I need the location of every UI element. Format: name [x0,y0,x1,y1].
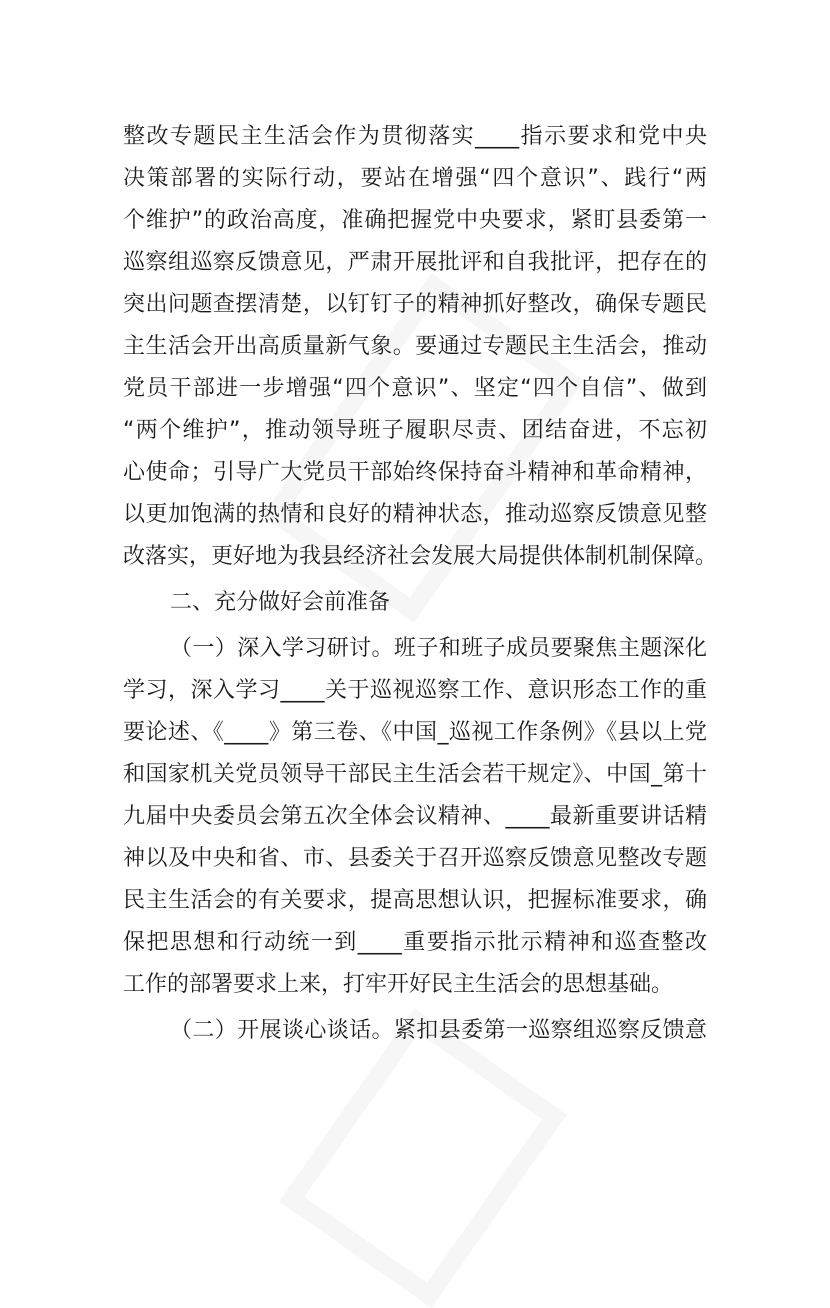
text-line: 九届中央委员会第五次全体会议精神、____最新重要讲话精 [123,804,707,829]
text-line: 以更加饱满的热情和良好的精神状态，推动巡察反馈意见整 [123,502,707,527]
text-line: 心使命；引导广大党员干部始终保持奋斗精神和革命精神， [123,460,707,485]
paragraph-study [123,628,707,1006]
text-line: 突出问题查摆清楚，以钉钉子的精神抓好整改，确保专题民 [123,292,707,317]
text-line: “两个维护”，推动领导班子履职尽责、团结奋进，不忘初 [123,418,707,443]
text-line: 保把思想和行动统一到____重要指示批示精神和巡查整改 [123,930,707,955]
text-line: 要论述、《____》第三卷、《中国_巡视工作条例》《县以上党 [123,720,707,745]
paragraph-intro [123,116,718,578]
text-line: 巡察组巡察反馈意见，严肃开展批评和自我批评，把存在的 [123,250,707,275]
text-line: 主生活会开出高质量新气象。要通过专题民主生活会，推动 [123,334,707,359]
text-line: 二、充分做好会前准备 [170,590,391,615]
text-line: （一）深入学习研讨。班子和班子成员要聚焦主题深化 [170,636,707,661]
paragraph-talks [123,1010,707,1052]
text-line: 整改专题民主生活会作为贯彻落实____指示要求和党中央 [123,124,707,149]
text-line: 改落实，更好地为我县经济社会发展大局提供体制机制保障。 [123,544,718,569]
text-line: 决策部署的实际行动，要站在增强“四个意识”、践行“两 [123,166,707,191]
text-line: 工作的部署要求上来，打牢开好民主生活会的思想基础。 [123,972,674,997]
section-heading [123,582,707,624]
text-line: 神以及中央和省、市、县委关于召开巡察反馈意见整改专题 [123,846,707,871]
text-line: 民主生活会的有关要求，提高思想认识，把握标准要求，确 [123,888,707,913]
text-line: 学习，深入学习____关于巡视巡察工作、意识形态工作的重 [123,678,707,703]
text-line: 党员干部进一步增强“四个意识”、坚定“四个自信”、做到 [123,376,707,401]
text-line: （二）开展谈心谈话。紧扣县委第一巡察组巡察反馈意 [170,1018,707,1043]
text-line: 和国家机关党员领导干部民主生活会若干规定》、中国_第十 [123,762,707,787]
document-body [123,116,718,1056]
text-line: 个维护”的政治高度，准确把握党中央要求，紧盯县委第一 [123,208,707,233]
